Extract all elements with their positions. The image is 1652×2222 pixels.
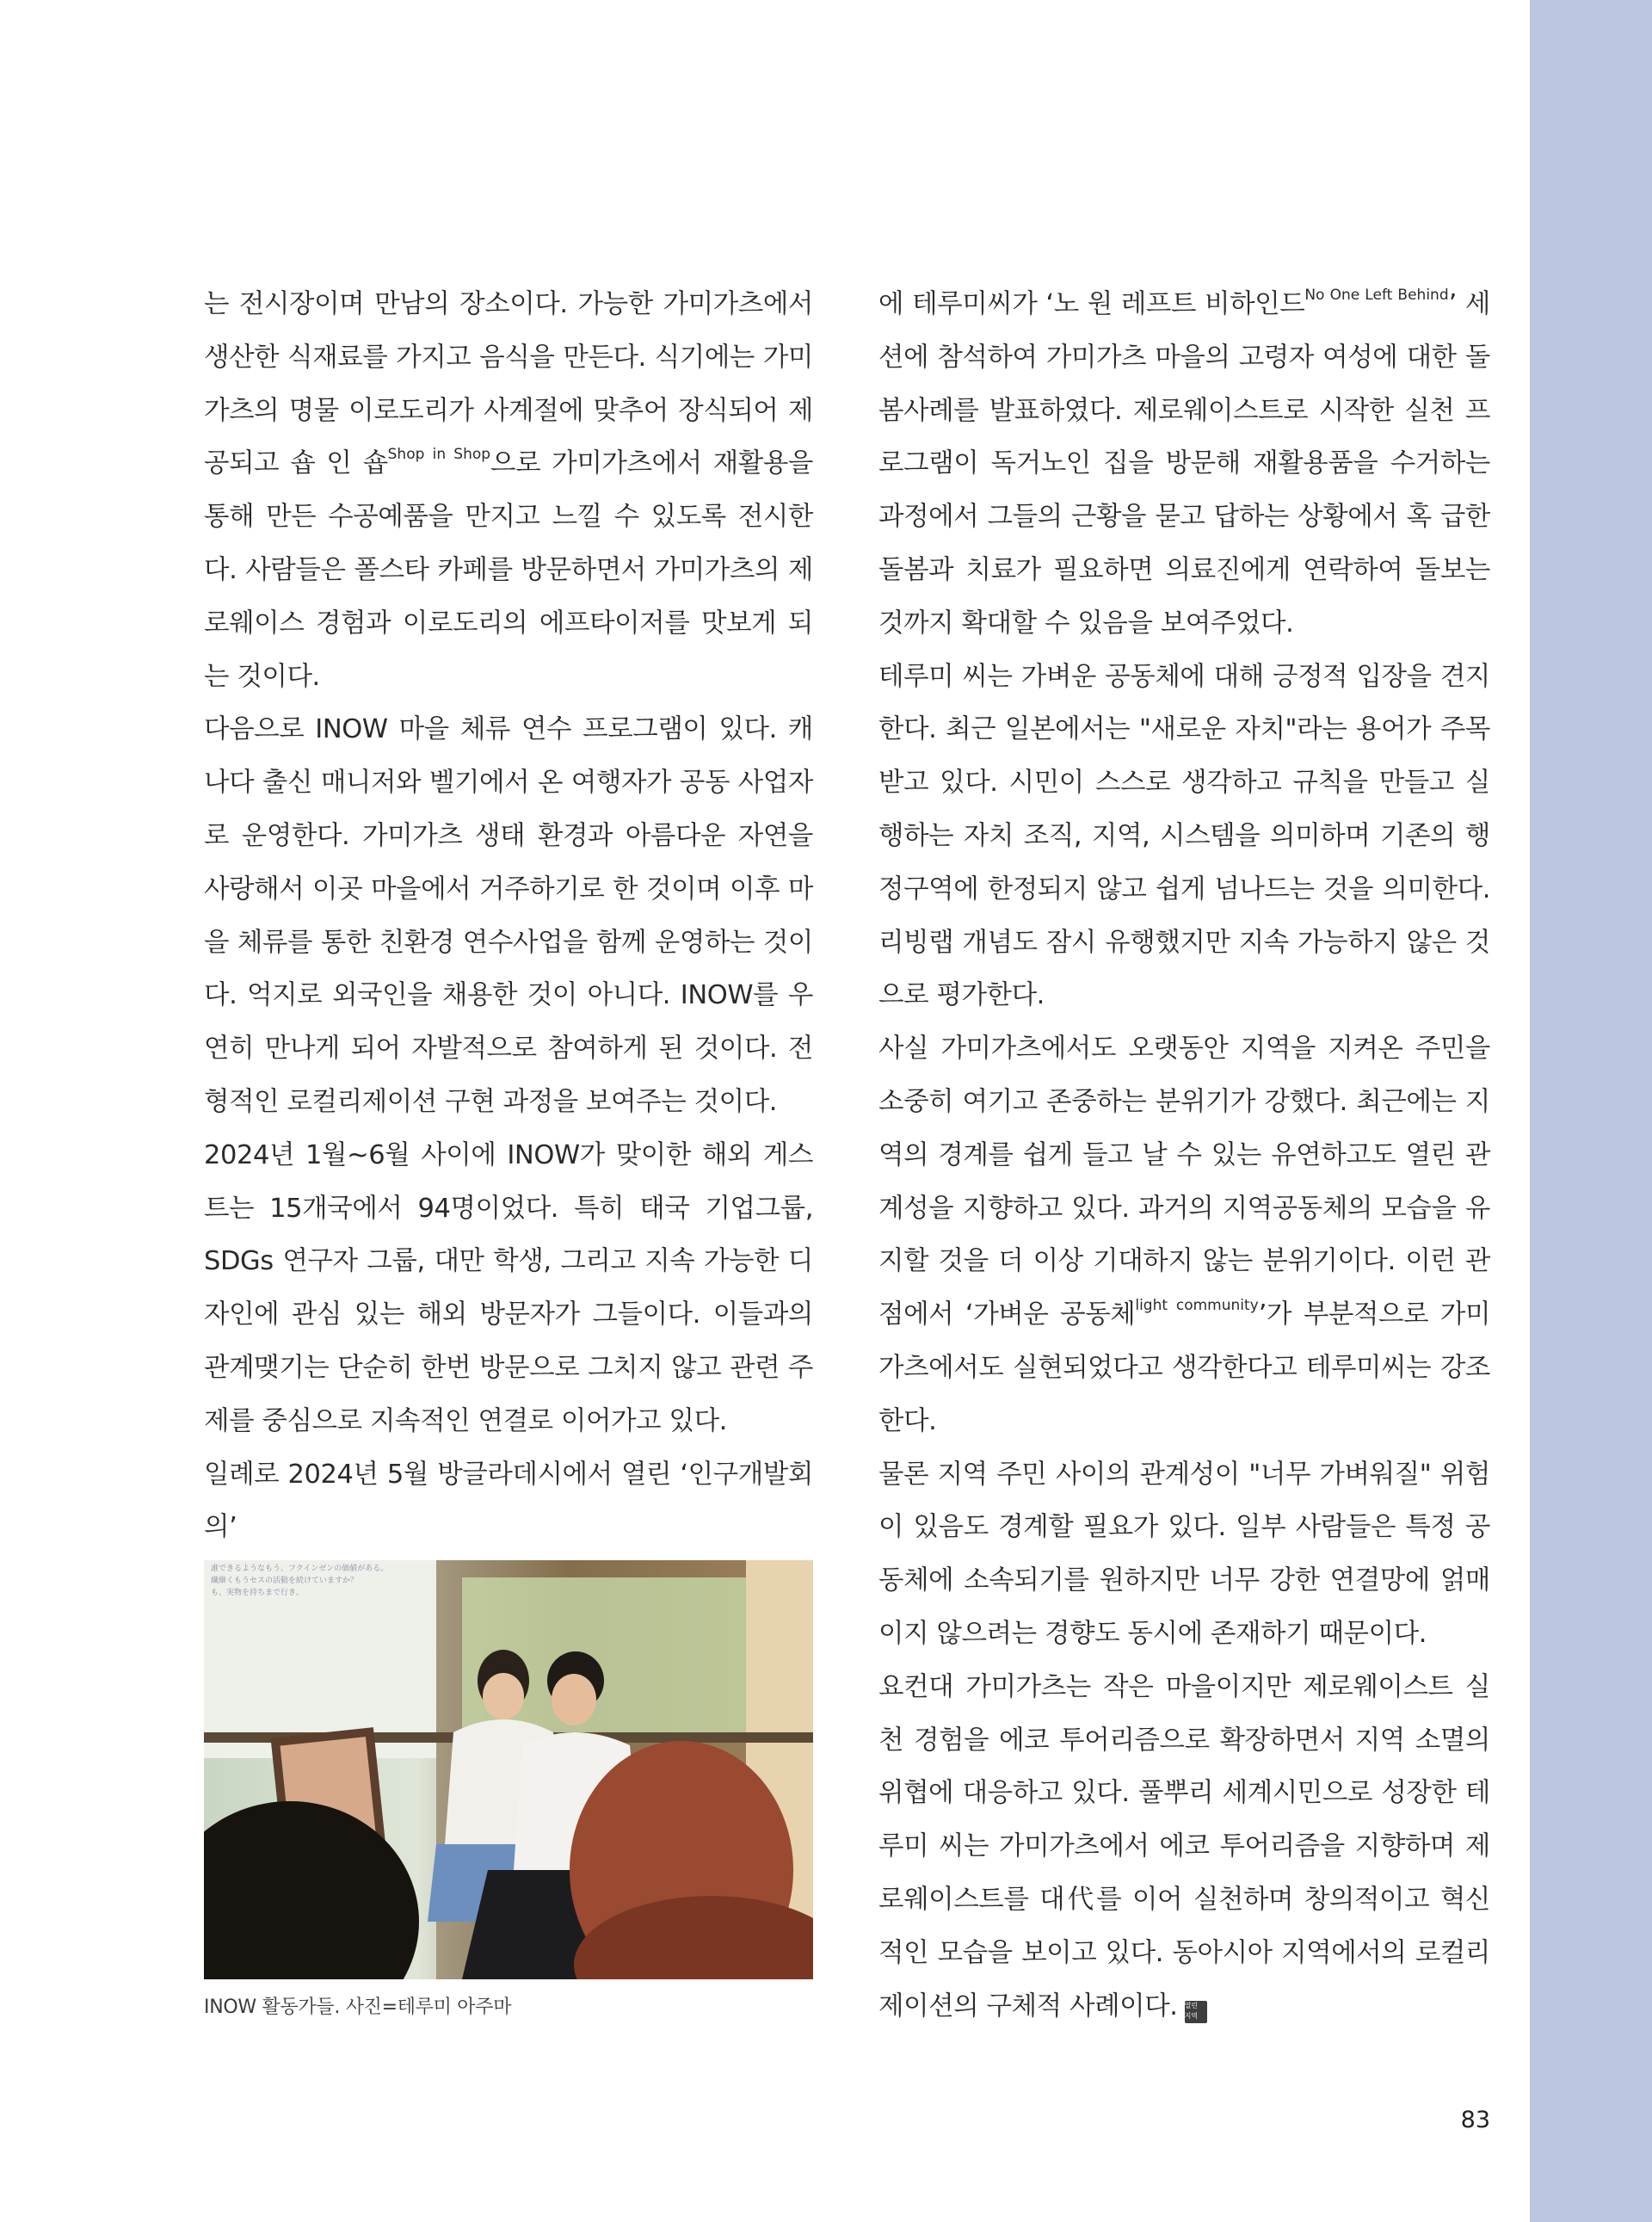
right-paragraph-1: 에 테루미씨가 ‘노 원 레프트 비하인드$^{No One Left Behind}$’ 세션에 참석하여 가미가츠 마을의 고령자 여성에 대한 돌봄사례를 발표하였다. 제로웨이스트로 시작한 실천 프로그램이 독거노인 집을 방문해 재활용품을 수거하는 과정에서 그들의 근황을 묻고 답하는 상황에서 혹 급한 돌봄과 치료가 필요하면 의료진에게 연락하여 돌보는 것까지 확대할 수 있음을 보여주었다. bbox=[878, 287, 1490, 639]
left-paragraph-1: 는 전시장이며 만남의 장소이다. 가능한 가미가츠에서 생산한 식재료를 가지고 음식을 만든다. 식기에는 가미가츠의 명물 이로도리가 사계절에 맞추어 장식되어 제공되고 숍 인 숍$^{Shop in Shop}$으로 가미가츠에서 재활용을 통해 만든 수공예품을 만지고 느낄 수 있도록 전시한다. 사람들은 폴스타 카페를 방문하면서 가미가츠의 제로웨이스 경험과 이로도리의 에프타이저를 맛보게 되는 것이다. bbox=[204, 289, 813, 692]
right-paragraph-5: 요컨대 가미가츠는 작은 마을이지만 제로웨이스트 실천 경험을 에코 투어리즘으로 확장하면서 지역 소멸의 위협에 대응하고 있다. 풀뿌리 세계시민으로 성장한 테루미 씨는 가미가츠에서 에코 투어리즘을 지향하며 제로웨이스트를 대代를 이어 실천하며 창의적이고 혁신적인 모습을 보이고 있다. 동아시아 지역에서의 로컬리제이션의 구체적 사례이다. 열린 지역 bbox=[878, 1671, 1490, 2021]
page-number: 83 bbox=[1460, 2107, 1490, 2133]
right-paragraph-2: 테루미 씨는 가벼운 공동체에 대해 긍정적 입장을 견지한다. 최근 일본에서는 "새로운 자치"라는 용어가 주목받고 있다. 시민이 스스로 생각하고 규칙을 만들고 실행하는 자치 조직, 지역, 시스템을 의미하며 기존의 행정구역에 한정되지 않고 쉽게 넘나드는 것을 의미한다. 리빙랩 개념도 잠시 유행했지만 지속 가능하지 않은 것으로 평가한다. bbox=[878, 661, 1490, 1011]
left-paragraph-4: 일례로 2024년 5월 방글라데시에서 열린 ‘인구개발회의’ bbox=[204, 1459, 813, 1543]
photo-caption: INOW 활동가들. 사진=테루미 아주마 bbox=[204, 1997, 512, 2018]
right-paragraph-4: 물론 지역 주민 사이의 관계성이 "너무 가벼워질" 위험이 있음도 경계할 필요가 있다. 일부 사람들은 특정 공동체에 소속되기를 원하지만 너무 강한 연결망에 얽매이지 않으려는 경향도 동시에 존재하기 때문이다. bbox=[878, 1459, 1490, 1649]
left-paragraph-3: 2024년 1월~6월 사이에 INOW가 맞이한 해외 게스트는 15개국에서 94명이었다. 특히 태국 기업그룹, SDGs 연구자 그룹, 대만 학생, 그리고 지속 가능한 디자인에 관심 있는 해외 방문자가 그들이다. 이들과의 관계맺기는 단순히 한번 방문으로 그치지 않고 관련 주제를 중심으로 지속적인 연결로 이어가고 있다. bbox=[204, 1139, 813, 1436]
workshop-photo bbox=[204, 1560, 813, 1979]
right-paragraph-3: 사실 가미가츠에서도 오랫동안 지역을 지켜온 주민을 소중히 여기고 존중하는 분위기가 강했다. 최근에는 지역의 경계를 쉽게 들고 날 수 있는 유연하고도 열린 관계성을 지향하고 있다. 과거의 지역공동체의 모습을 유지할 것을 더 이상 기대하지 않는 분위기이다. 이런 관점에서 ‘가벼운 공동체$^{light community}$’가 부분적으로 가미가츠에서도 실현되었다고 생각한다고 테루미씨는 강조한다. bbox=[878, 1034, 1491, 1436]
slide-text-3: も、実物を持ちまで行き。 bbox=[211, 1589, 304, 1597]
right-text-column bbox=[878, 278, 1490, 2033]
left-paragraph-2: 다음으로 INOW 마을 체류 연수 프로그램이 있다. 캐나다 출신 매니저와 벨기에서 온 여행자가 공동 사업자로 운영한다. 가미가츠 생태 환경과 아름다운 자연을 사랑해서 이곳 마을에서 거주하기로 한 것이며 이후 마을 체류를 통한 친환경 연수사업을 함께 운영하는 것이다. 억지로 외국인을 채용한 것이 아니다. INOW를 우연히 만나게 되어 자발적으로 참여하게 된 것이다. 전형적인 로컬리제이션 구현 과정을 보여주는 것이다. bbox=[204, 714, 813, 1117]
left-text-column bbox=[204, 278, 813, 1554]
slide-text-2: 繊維くもうセスの活動を続けていますか？ bbox=[211, 1577, 359, 1585]
end-mark-icon: 열린 지역 bbox=[1185, 2001, 1207, 2023]
side-color-band bbox=[1530, 0, 1652, 2222]
slide-text-1: 誰できるようなもう、フクインゼンの価値がある。 bbox=[211, 1565, 389, 1573]
